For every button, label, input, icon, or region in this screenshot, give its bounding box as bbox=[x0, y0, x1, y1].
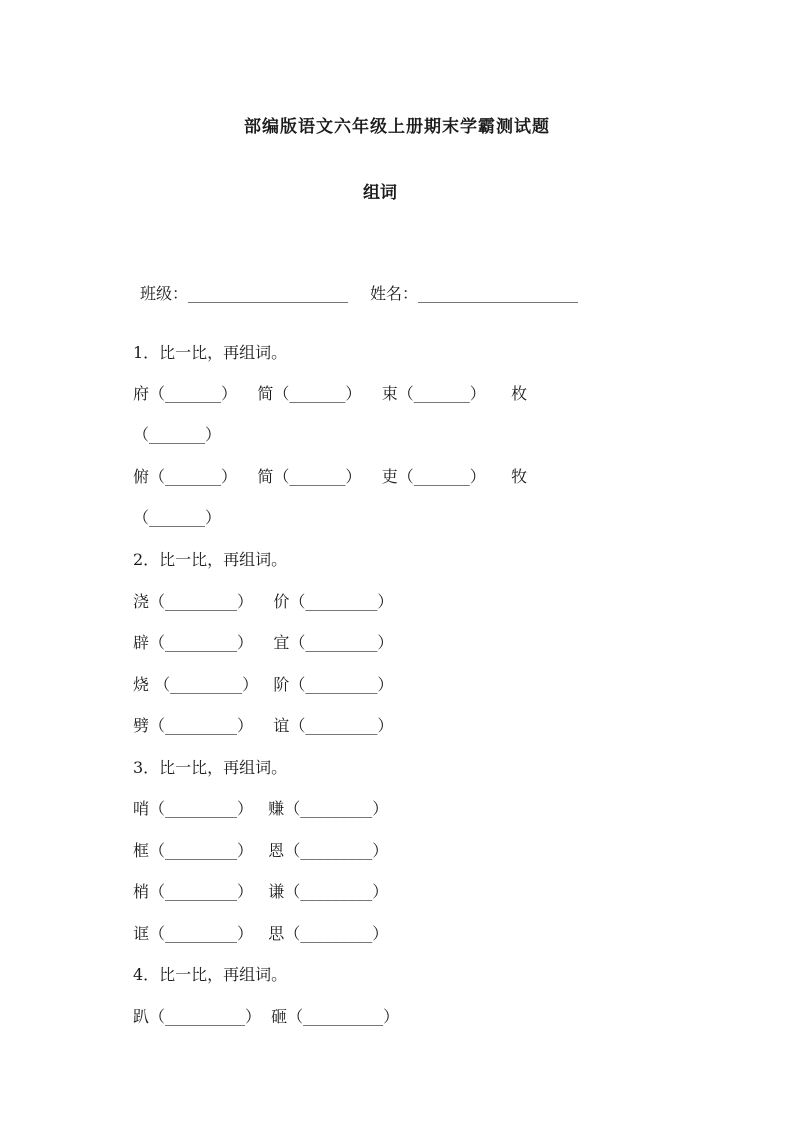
section-2-row: 辟（_________） 宜（_________） bbox=[133, 633, 394, 652]
student-info-row bbox=[140, 281, 578, 304]
name-label: 姓名： bbox=[370, 284, 419, 303]
section-4-row: 趴（__________） 砸（__________） bbox=[133, 1007, 400, 1026]
section-2-row: 浇（_________） 价（_________） bbox=[133, 592, 394, 611]
page-title: 部编版语文六年级上册期末学霸测试题 bbox=[244, 117, 550, 137]
page-subtitle: 组词 bbox=[363, 183, 397, 203]
name-blank: ____________________ bbox=[418, 284, 579, 303]
class-label: 班级： bbox=[140, 284, 189, 303]
section-1-row: （_______） bbox=[133, 425, 222, 444]
section-3-row: 梢（_________） 谦（_________） bbox=[133, 882, 389, 901]
section-3-heading: 3．比一比，再组词。 bbox=[133, 758, 288, 777]
section-2-heading: 2．比一比，再组词。 bbox=[133, 550, 288, 569]
section-1-heading: 1．比一比，再组词。 bbox=[133, 343, 288, 362]
section-1-row: 府（_______） 简（_______） 束（_______） 枚 bbox=[133, 384, 528, 403]
section-3-row: 哨（_________） 赚（_________） bbox=[133, 799, 389, 818]
section-3-row: 框（_________） 恩（_________） bbox=[133, 841, 389, 860]
section-2-row: 烧 （_________） 阶（_________） bbox=[133, 675, 394, 694]
section-3-row: 诓（_________） 思（_________） bbox=[133, 924, 389, 943]
section-2-row: 劈（_________） 谊（_________） bbox=[133, 716, 394, 735]
section-4-heading: 4．比一比，再组词。 bbox=[133, 965, 288, 984]
class-blank: ____________________ bbox=[188, 284, 349, 303]
section-1-row: （_______） bbox=[133, 508, 222, 527]
section-1-row: 俯（_______） 简（_______） 吏（_______） 牧 bbox=[133, 467, 528, 486]
